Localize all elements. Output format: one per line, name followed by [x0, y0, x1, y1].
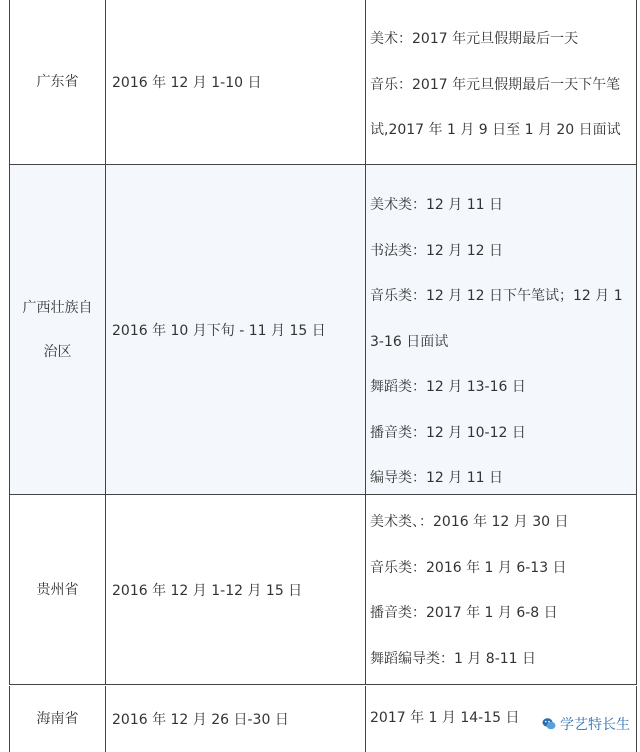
exam-line: 播音类：2017 年 1 月 6-8 日: [370, 605, 558, 621]
province-cell: 广西壮族自治区: [9, 165, 105, 494]
table-row: [9, 495, 637, 685]
table-row: [9, 0, 637, 165]
exam-line: 音乐类：2016 年 1 月 6-13 日: [370, 559, 567, 576]
exam-line: 编导类：12 月 11 日: [370, 470, 503, 486]
signup-date-cell: 2016 年 12 月 1-10 日: [105, 0, 365, 164]
exam-line: 试,2017 年 1 月 9 日至 1 月 20 日面试: [370, 122, 621, 138]
exam-line: 2017 年 1 月 14-15 日: [370, 710, 520, 726]
signup-date-cell: 2016 年 10 月下旬 - 11 月 15 日: [105, 165, 365, 494]
exam-line: 舞蹈类：12 月 13-16 日: [370, 379, 526, 395]
signup-date-cell: 2016 年 12 月 1-12 月 15 日: [105, 495, 365, 684]
exam-date-cell: [365, 495, 637, 684]
wechat-icon: [542, 717, 556, 731]
exam-line: 美术类：12 月 11 日: [370, 197, 503, 213]
exam-line: 3-16 日面试: [370, 333, 449, 350]
exam-line: 音乐：2017 年元旦假期最后一天下午笔: [370, 76, 621, 93]
exam-date-cell: [365, 165, 637, 494]
watermark-text: 学艺特长生: [560, 717, 630, 733]
exam-line: 美术：2017 年元旦假期最后一天: [370, 31, 579, 47]
exam-line: 美术类、：2016 年 12 月 30 日: [370, 514, 569, 530]
province-cell: 贵州省: [9, 495, 105, 684]
province-cell: 广东省: [9, 0, 105, 164]
table-row: [9, 165, 637, 495]
signup-date-cell: 2016 年 12 月 26 日-30 日: [105, 686, 365, 752]
exam-line: 书法类：12 月 12 日: [370, 242, 503, 259]
exam-date-cell: [365, 0, 637, 164]
exam-line: 音乐类：12 月 12 日下午笔试；12 月 1: [370, 288, 623, 304]
province-cell: 海南省: [9, 686, 105, 752]
watermark: [542, 714, 630, 734]
exam-line: 播音类：12 月 10-12 日: [370, 424, 526, 441]
exam-line: 舞蹈编导类：1 月 8-11 日: [370, 650, 537, 667]
